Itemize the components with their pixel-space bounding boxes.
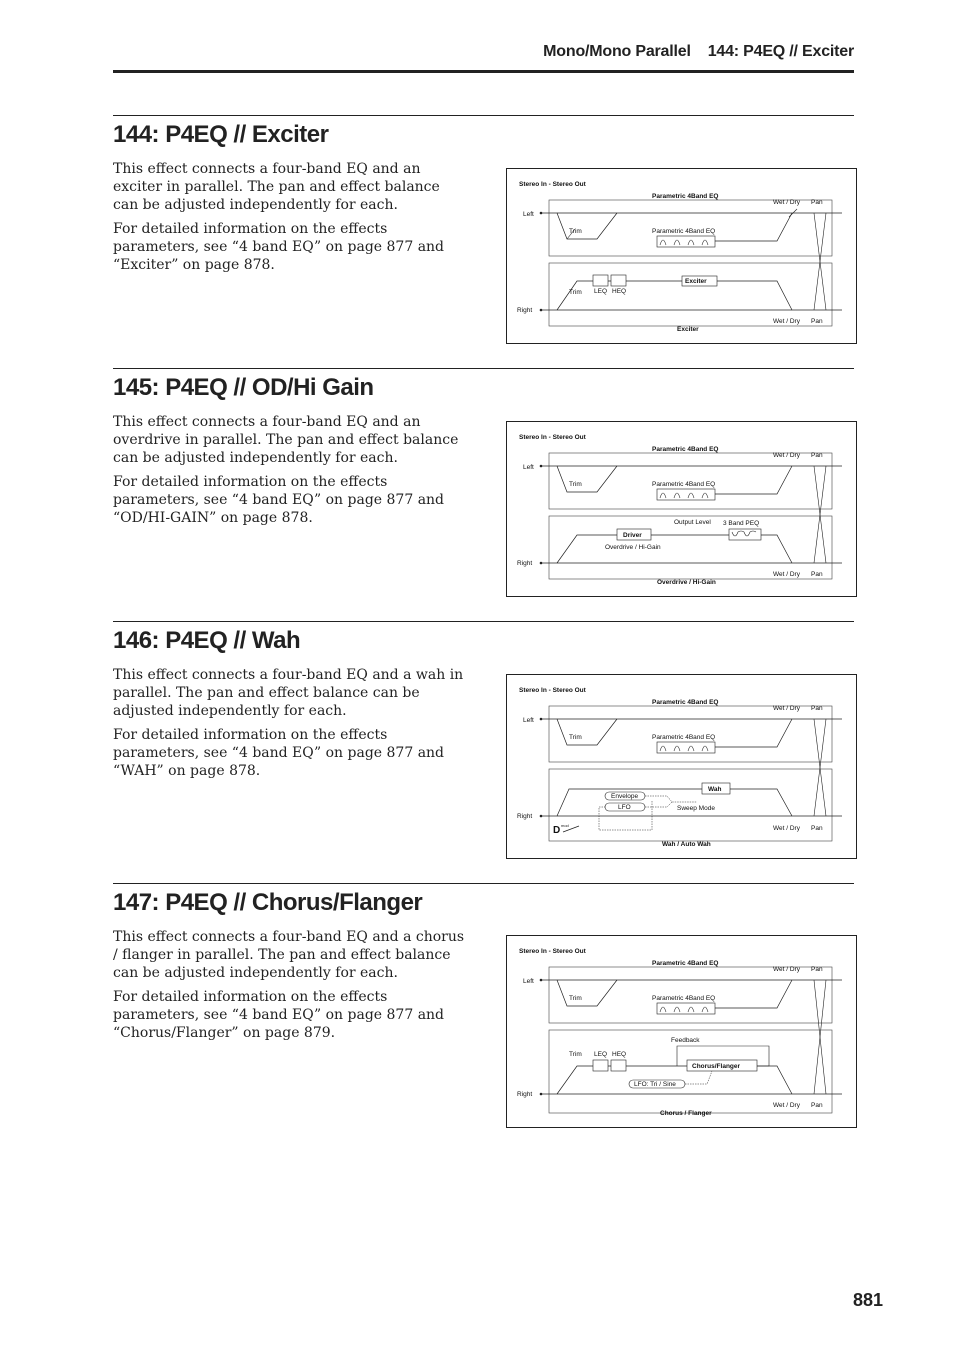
io-label: Stereo In - Stereo Out: [519, 687, 586, 694]
block-diagram: [506, 168, 857, 344]
wetdry-label: Wet / Dry: [773, 705, 800, 712]
left-label: Left: [523, 978, 534, 985]
pan-label: Pan: [811, 571, 823, 578]
pan-label: Pan: [811, 1102, 823, 1109]
paragraph: For detailed information on the effects parameters, see “4 band EQ” on page 877 and “WAH” on page 878.: [113, 727, 445, 779]
pan-label: Pan: [811, 705, 823, 712]
section-body: [113, 928, 468, 1048]
block-diagram: [506, 421, 857, 597]
lower-block-label: Overdrive / Hi-Gain: [657, 579, 716, 586]
block-diagram: [506, 674, 857, 859]
lower-block-label: Exciter: [677, 326, 699, 333]
effect-box-label: Driver: [623, 532, 642, 539]
lower-block-label: Wah / Auto Wah: [662, 841, 711, 848]
dmod-label: D: [553, 825, 561, 836]
output-level-label: Output Level: [674, 519, 711, 526]
eq-icon: [657, 742, 715, 753]
left-label: Left: [523, 211, 534, 218]
od-sub-label: Overdrive / Hi-Gain: [605, 544, 661, 551]
pan-label: Pan: [811, 199, 823, 206]
pan-label: Pan: [811, 452, 823, 459]
lower-block-label: Chorus / Flanger: [660, 1110, 712, 1117]
page-header: [113, 40, 854, 73]
dmod-superscript: mod: [561, 823, 569, 828]
right-label: Right: [517, 813, 533, 820]
pan-label: Pan: [811, 318, 823, 325]
io-label: Stereo In - Stereo Out: [519, 181, 586, 188]
block-diagram: [506, 935, 857, 1128]
eq-label: Parametric 4Band EQ: [652, 995, 716, 1002]
section-body: [113, 413, 468, 533]
wetdry-label: Wet / Dry: [773, 966, 800, 973]
lfo-label: LFO: [618, 804, 631, 811]
section-146: [113, 621, 854, 861]
section-145: [113, 368, 854, 600]
paragraph: This effect connects a four-band EQ and an exciter in parallel. The pan and effect balance can be adjusted independently for each.: [113, 161, 440, 213]
eq-label: Parametric 4Band EQ: [652, 481, 716, 488]
trim-label: Trim: [569, 228, 582, 235]
trim-label: Trim: [569, 289, 582, 296]
io-label: Stereo In - Stereo Out: [519, 948, 586, 955]
pan-label: Pan: [811, 825, 823, 832]
upper-block-label: Parametric 4Band EQ: [652, 699, 719, 706]
header-title: Mono/Mono Parallel 144: P4EQ // Exciter: [543, 43, 854, 60]
right-label: Right: [517, 1091, 533, 1098]
feedback-label: Feedback: [671, 1037, 700, 1044]
wetdry-label: Wet / Dry: [773, 318, 800, 325]
eq-label: Parametric 4Band EQ: [652, 734, 716, 741]
pan-label: Pan: [811, 966, 823, 973]
paragraph: For detailed information on the effects parameters, see “4 band EQ” on page 877 and “Exciter” on page 878.: [113, 221, 445, 273]
section-144: [113, 115, 854, 347]
heq-label: HEQ: [612, 1051, 627, 1058]
leq-label: LEQ: [594, 288, 608, 295]
left-label: Left: [523, 717, 534, 724]
section-body: [113, 666, 468, 786]
upper-block-label: Parametric 4Band EQ: [652, 960, 719, 967]
trim-label: Trim: [569, 995, 582, 1002]
envelope-label: Envelope: [611, 793, 639, 800]
eq-icon: [657, 489, 715, 500]
page-number: 881: [853, 1290, 884, 1310]
trim-label: Trim: [569, 481, 582, 488]
paragraph: This effect connects a four-band EQ and an overdrive in parallel. The pan and effect balance can be adjusted independently for each.: [113, 414, 459, 466]
section-title: 147: P4EQ // Chorus/Flanger: [113, 889, 423, 916]
left-label: Left: [523, 464, 534, 471]
peq-label: 3 Band PEQ: [723, 520, 760, 527]
paragraph: This effect connects a four-band EQ and a chorus / flanger in parallel. The pan and effect balance can be adjusted independently for each.: [113, 929, 465, 981]
io-label: Stereo In - Stereo Out: [519, 434, 586, 441]
trim-label: Trim: [569, 734, 582, 741]
eq-icon: [657, 236, 715, 247]
eq-label: Parametric 4Band EQ: [652, 228, 716, 235]
section-title: 146: P4EQ // Wah: [113, 627, 301, 654]
effect-box-label: Exciter: [685, 278, 707, 285]
wetdry-label: Wet / Dry: [773, 825, 800, 832]
sweep-mode-label: Sweep Mode: [677, 805, 715, 812]
upper-block-label: Parametric 4Band EQ: [652, 193, 719, 200]
wetdry-label: Wet / Dry: [773, 452, 800, 459]
leq-label: LEQ: [594, 1051, 608, 1058]
wetdry-label: Wet / Dry: [773, 571, 800, 578]
effect-box-label: Chorus/Flanger: [692, 1063, 741, 1070]
trim-label: Trim: [569, 1051, 582, 1058]
paragraph: For detailed information on the effects parameters, see “4 band EQ” on page 877 and “OD/HI-GAIN” on page 878.: [113, 474, 445, 526]
paragraph: This effect connects a four-band EQ and a wah in parallel. The pan and effect balance can be adjusted independently for each.: [113, 667, 464, 719]
section-title: 144: P4EQ // Exciter: [113, 121, 329, 148]
effect-box-label: Wah: [708, 786, 722, 793]
section-body: [113, 160, 468, 280]
section-title: 145: P4EQ // OD/Hi Gain: [113, 374, 374, 401]
lfo-label: LFO: Tri / Sine: [634, 1081, 676, 1088]
heq-label: HEQ: [612, 288, 627, 295]
eq-icon: [657, 1003, 715, 1014]
upper-block-label: Parametric 4Band EQ: [652, 446, 719, 453]
wetdry-label: Wet / Dry: [773, 199, 800, 206]
right-label: Right: [517, 560, 533, 567]
wetdry-label: Wet / Dry: [773, 1102, 800, 1109]
right-label: Right: [517, 307, 533, 314]
paragraph: For detailed information on the effects parameters, see “4 band EQ” on page 877 and “Chorus/Flanger” on page 879.: [113, 989, 445, 1041]
section-147: [113, 883, 854, 1133]
